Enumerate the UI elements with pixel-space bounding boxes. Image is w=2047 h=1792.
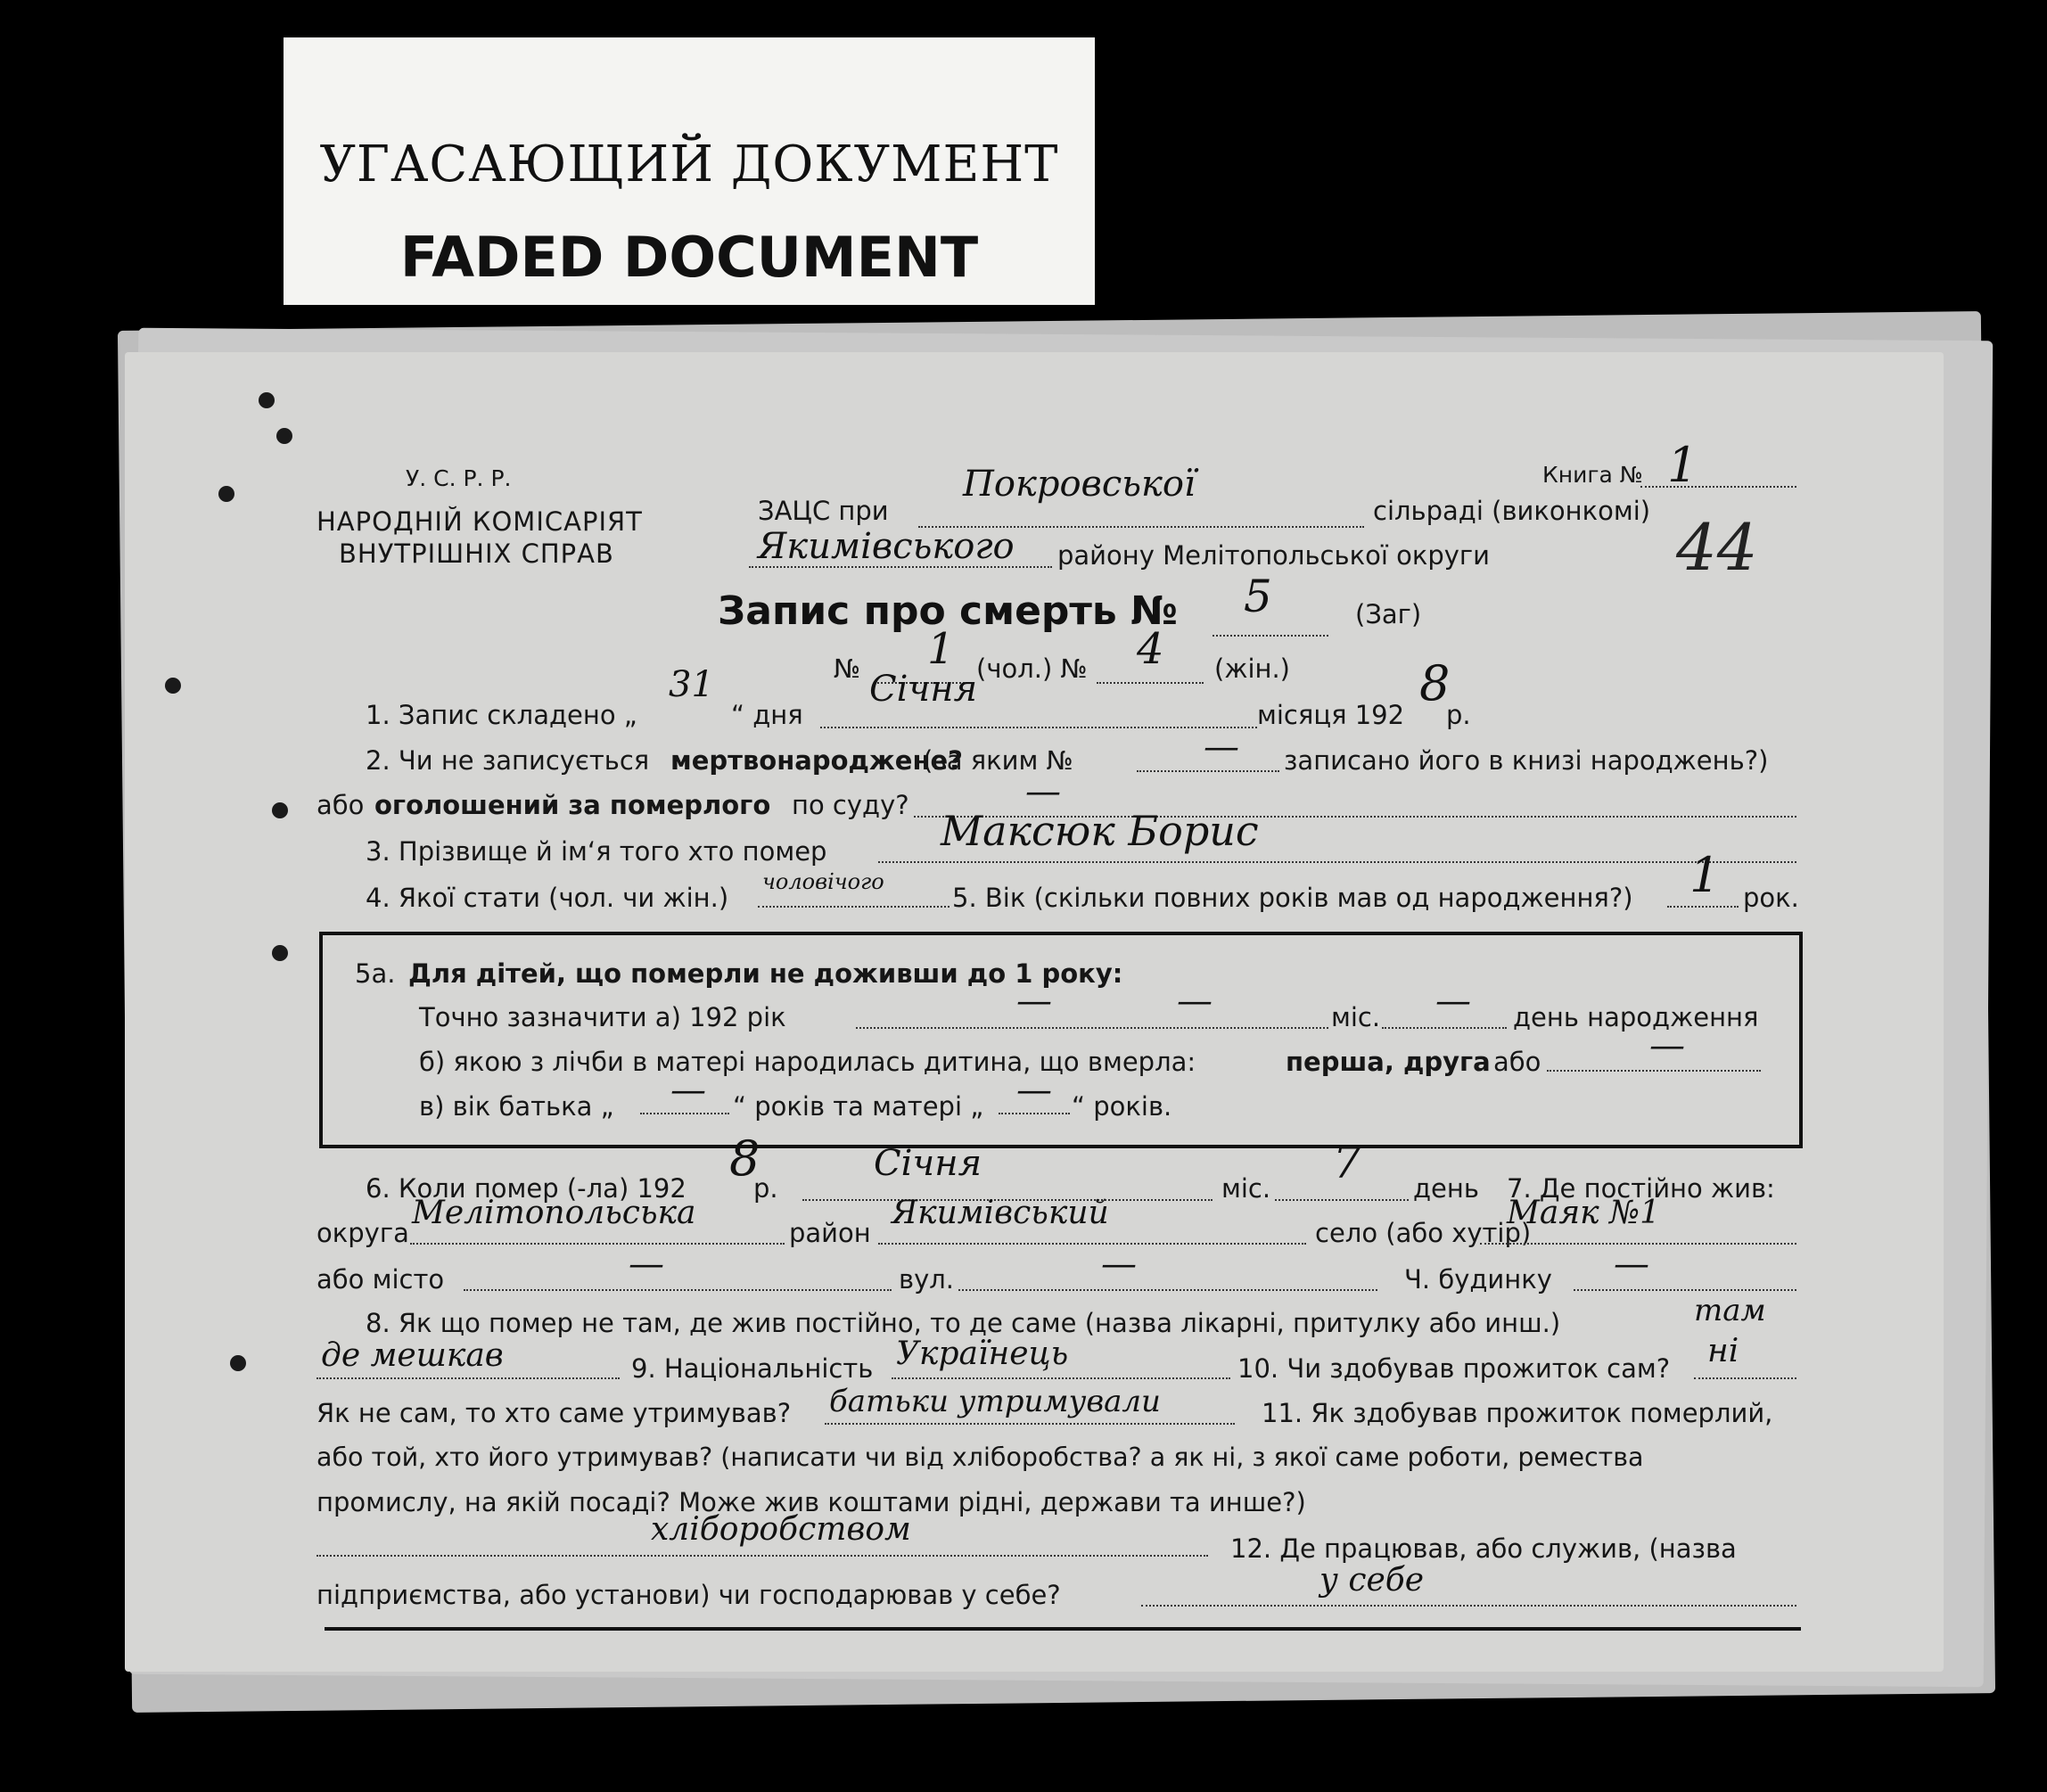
field-6-mis: міс.	[1221, 1173, 1271, 1204]
field-4-underline	[758, 906, 950, 908]
punch-hole	[272, 945, 288, 961]
box-5a-a-value-2: —	[1177, 981, 1213, 1022]
bottom-rule	[325, 1627, 1801, 1631]
box-5a-c-mother: —	[1016, 1070, 1052, 1111]
field-9-label: 9. Національність	[631, 1353, 874, 1384]
punch-hole	[259, 392, 275, 408]
field-12-line-1: 12. Де працював, або служив, (назва	[1230, 1533, 1737, 1564]
field-4-label: 4. Якої стати (чол. чи жін.)	[366, 883, 729, 913]
book-number: 1	[1667, 437, 1698, 493]
zags-value: Покровської	[963, 464, 1196, 505]
field-2b-label-b: оголошений за померлого	[374, 790, 771, 820]
box-5a-c-label-3: “ років.	[1072, 1091, 1172, 1122]
field-5-underline	[1667, 906, 1739, 908]
box-5a-a-suffix: день народження	[1513, 1002, 1759, 1032]
field-2-label-d: записано його в книзі народжень?)	[1284, 745, 1769, 776]
selo-value: Маяк №1	[1507, 1195, 1661, 1231]
box-5a-b-underline	[1547, 1070, 1761, 1072]
page-number: 44	[1676, 510, 1758, 585]
field-2b-value: —	[1025, 771, 1061, 812]
male-no-label: №	[834, 654, 861, 684]
zags-label: ЗАЦС при	[758, 496, 889, 526]
label-card-english: FADED DOCUMENT	[399, 225, 979, 290]
okruga-value: Мелітопольська	[412, 1195, 696, 1231]
record-title: Запис про смерть №	[718, 588, 1178, 634]
box-5a-heading: Для дітей, що померли не доживши до 1 року:	[408, 958, 1123, 989]
budynok-underline	[1574, 1289, 1796, 1291]
field-8-value-2: де мешкав	[321, 1337, 504, 1374]
field-6-day-label: день	[1413, 1173, 1479, 1204]
field-12-underline	[1141, 1605, 1796, 1607]
commissariat-line-2: ВНУТРІШНІХ СПРАВ	[339, 538, 614, 569]
field-6-month: Січня	[874, 1143, 982, 1184]
field-3-label: 3. Прізвище й ім‘я того хто помер	[366, 836, 827, 867]
field-2-underline	[1137, 770, 1279, 772]
field-1-year: 8	[1419, 655, 1451, 711]
field-2b-label-a: або	[317, 790, 365, 820]
field-10b-underline	[825, 1423, 1235, 1425]
field-11-line-1: 11. Як здобував прожиток померлий,	[1262, 1398, 1773, 1428]
field-5-suffix: рок.	[1743, 883, 1799, 913]
female-underline	[1097, 682, 1204, 684]
field-10-underline	[1694, 1377, 1796, 1379]
field-6-label: 6. Коли помер (-ла) 192	[366, 1173, 686, 1204]
female-label: (жін.)	[1214, 654, 1290, 684]
field-3-underline	[878, 861, 1796, 863]
field-1-month-suffix: місяця 192	[1257, 700, 1405, 730]
box-5a-a-value-3: —	[1435, 981, 1471, 1022]
budynok-label: Ч. будинку	[1404, 1264, 1552, 1295]
box-5a-b-bold: перша, друга	[1286, 1047, 1491, 1077]
field-1-month: Січня	[869, 669, 978, 710]
field-6-day-underline	[1275, 1199, 1409, 1201]
vul-underline	[958, 1289, 1377, 1291]
field-5-value: 1	[1689, 847, 1721, 903]
record-number-underline	[1213, 635, 1328, 637]
field-1-day: 31	[669, 664, 714, 705]
punch-hole	[218, 486, 234, 502]
record-number: 5	[1244, 571, 1272, 622]
book-underline	[1640, 486, 1796, 488]
rayon-label: району Мелітопольської округи	[1057, 540, 1491, 571]
field-2-number: —	[1204, 727, 1239, 768]
misto-underline	[464, 1289, 892, 1291]
budynok-value: —	[1614, 1244, 1649, 1285]
field-7-label: 7. Де постійно жив:	[1507, 1173, 1775, 1204]
field-8-label: 8. Як що помер не там, де жив постійно, то де саме (назва лікарні, притулку або инш.)	[366, 1308, 1561, 1338]
rayon-value: Якимівського	[758, 526, 1015, 567]
field-1-year-suffix: р.	[1446, 700, 1471, 730]
field-6-r: р.	[753, 1173, 778, 1204]
rayon-underline	[749, 566, 1052, 568]
rayon-label-2: район	[789, 1218, 871, 1248]
box-5a-c-label-1: в) вік батька „	[419, 1091, 614, 1122]
box-5a-a-value-1: —	[1016, 981, 1052, 1022]
field-8-value-1: там	[1694, 1293, 1766, 1328]
field-3-name: Максюк Борис	[941, 807, 1259, 855]
field-2-label-b: мертвонароджене?	[670, 745, 963, 776]
field-10-value: ні	[1707, 1333, 1739, 1369]
box-5a-a-day-underline	[1382, 1027, 1507, 1029]
field-10b-value: батьки утримували	[829, 1384, 1161, 1419]
misto-label: або місто	[317, 1264, 445, 1295]
field-5-label: 5. Вік (скільки повних років мав од народження?)	[952, 883, 1633, 913]
field-8-underline	[317, 1377, 620, 1379]
field-12-value: у себе	[1319, 1562, 1425, 1599]
punch-hole	[272, 802, 288, 818]
rayon-underline-2	[878, 1243, 1306, 1245]
field-10-label: 10. Чи здобував прожиток сам?	[1237, 1353, 1671, 1384]
box-5a-b-abo: або	[1493, 1047, 1541, 1077]
field-12-line-2: підприємства, або установи) чи господарював у себе?	[317, 1580, 1061, 1610]
faded-document-label-card	[284, 37, 1095, 305]
field-9-value: Українець	[896, 1336, 1069, 1372]
selrada-label: сільраді (виконкомі)	[1373, 496, 1651, 526]
field-1-label: 1. Запис складено „	[366, 700, 637, 730]
male-value: 1	[927, 624, 955, 674]
field-6-year: 8	[729, 1130, 760, 1187]
field-4-value: чоловічого	[762, 869, 884, 894]
field-2b-label-c: по суду?	[792, 790, 909, 820]
field-11-line-3: промислу, на якій посаді? Може жив коштами рідні, держави та инше?)	[317, 1487, 1306, 1517]
ussr-header: У. С. Р. Р.	[406, 465, 512, 491]
field-2-label-c: (за яким №	[923, 745, 1073, 776]
selo-label: село (або хутір)	[1315, 1218, 1532, 1248]
zag-label: (Заг)	[1355, 599, 1422, 629]
field-2-label-a: 2. Чи не записується	[366, 745, 650, 776]
punch-hole	[276, 428, 292, 444]
field-1-day-suffix: “ дня	[731, 700, 803, 730]
vul-label: вул.	[899, 1264, 955, 1295]
box-5a-a-mis: міс.	[1331, 1002, 1381, 1032]
field-11-value: хліборобством	[651, 1511, 911, 1548]
punch-hole	[165, 678, 181, 694]
book-label: Книга №	[1542, 462, 1643, 488]
label-card-russian: УГАСАЮЩИЙ ДОКУМЕНТ	[319, 136, 1059, 193]
box-5a-number: 5а.	[355, 958, 396, 989]
punch-hole	[230, 1355, 246, 1371]
commissariat-line-1: НАРОДНІЙ КОМІСАРІЯТ	[317, 506, 643, 537]
vul-value: —	[1101, 1244, 1137, 1285]
box-5a-b-label: б) якою з лічби в матері народилась дитина, що вмерла:	[419, 1047, 1196, 1077]
box-5a-c-father-underline	[640, 1113, 729, 1114]
rayon-value-2: Якимівський	[892, 1195, 1109, 1231]
box-5a-a-underline	[856, 1027, 1328, 1029]
misto-value: —	[629, 1244, 664, 1285]
box-5a-b-value: —	[1649, 1025, 1685, 1066]
box-5a-c-mother-underline	[999, 1113, 1070, 1114]
field-11-line-2: або той, хто його утримував? (написати чи від хліборобства? а як ні, з якої саме роботи, ремества	[317, 1443, 1644, 1472]
field-1-month-underline	[820, 727, 1257, 728]
field-10b-label: Як не сам, то хто саме утримував?	[317, 1398, 792, 1428]
field-9-underline	[892, 1377, 1230, 1379]
okruga-label: округа	[317, 1218, 409, 1248]
okruga-underline	[410, 1243, 785, 1245]
male-label: (чол.) №	[976, 654, 1088, 684]
female-value: 4	[1137, 624, 1164, 674]
box-5a-a-label: Точно зазначити а) 192 рік	[419, 1002, 786, 1032]
field-11-underline	[317, 1555, 1208, 1557]
box-5a-c-father: —	[670, 1070, 706, 1111]
box-5a-c-label-2: “ років та матері „	[733, 1091, 984, 1122]
field-6-day: 7	[1333, 1137, 1361, 1188]
